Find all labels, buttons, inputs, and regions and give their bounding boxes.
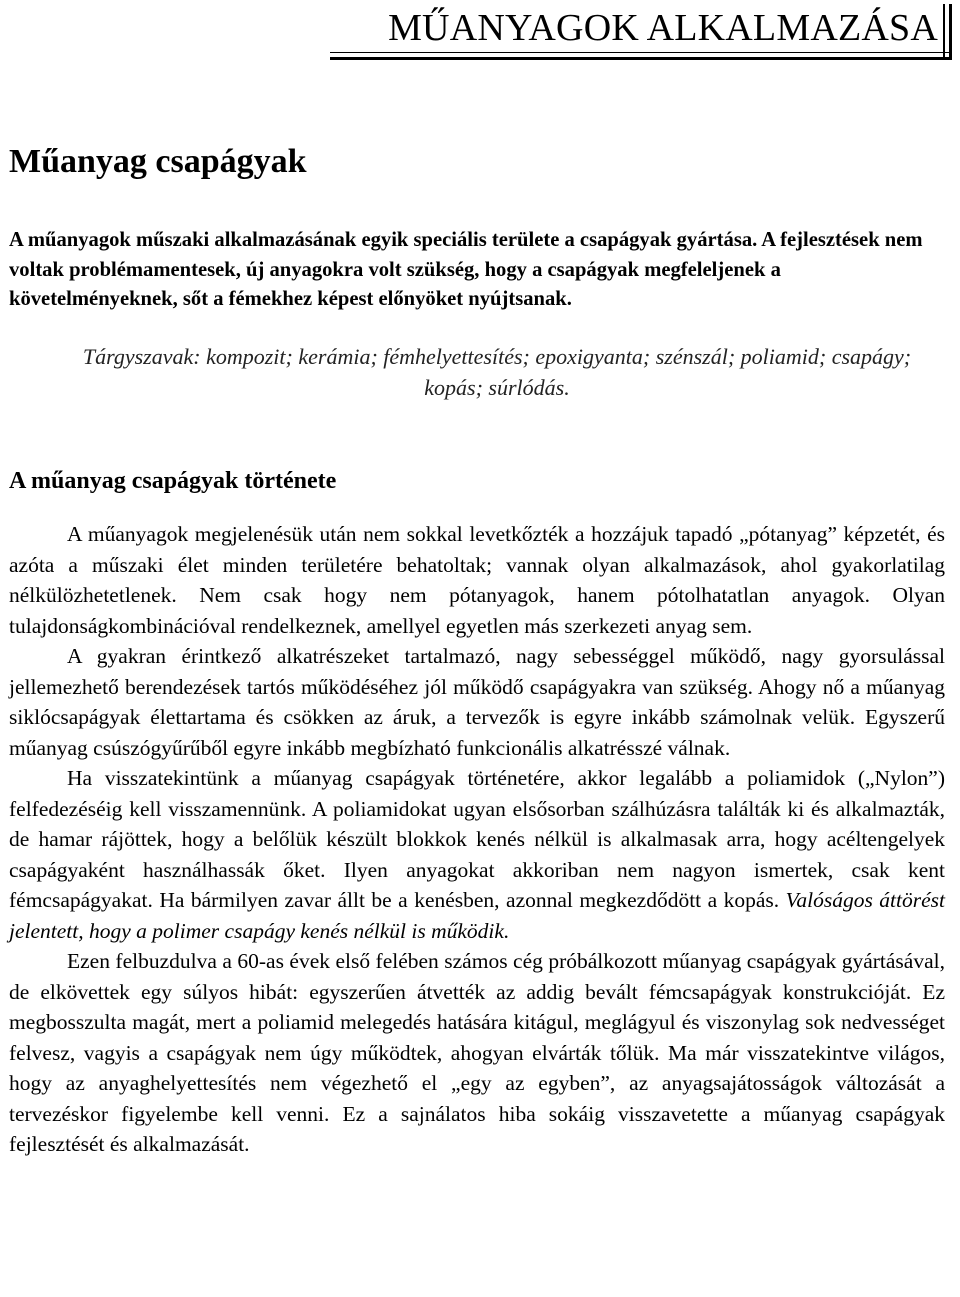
header-rule-thin [330, 52, 952, 53]
body-paragraph-3 [9, 763, 945, 946]
body-paragraph-4: Ezen felbuzdulva a 60-as évek első felében számos cég próbálkozott műanyag csapágyak gyártásával, de elkövettek egy súlyos hibát: egyszerűen átvették az addig bevált fémcsapágyak konstrukcióját. Ez megbosszulta magát, mert a poliamid melegedés hatására kitágul, meglágyul és viszonylag sok nedvességet felvesz, vagyis a csapágyak nem úgy működtek, ahogyan elvárták tőlük. Ma már visszatekintve világos, hogy az anyaghelyettesítés nem végezhető el „egy az egyben”, az anyagsajátosságok változását a tervezéskor figyelembe kell venni. Ez a sajnálatos hiba sokáig visszavetette a műanyag csapágyak fejlesztését és alkalmazását. [9, 949, 945, 1156]
body-paragraph-3-text: Ha visszatekintünk a műanyag csapágyak történetére, akkor legalább a poliamidok („Nylon”) felfedezéséig kell visszamennünk. A poliamidokat ugyan elsősorban szálhúzásra találták ki és alkalmazták, de hamar rájöttek, hogy a belőlük készült blokkok kenés nélkül is alkalmasak arra, hogy acéltengelyek csapágyaként használhassák őket. Ilyen anyagokat akkoriban nem nagyon ismertek, csak kent fémcsapágyakat. Ha bármilyen zavar állt be a kenésben, azonnal megkezdődött a kopás. [9, 766, 945, 912]
running-header-title: MŰANYAGOK ALKALMAZÁSA [388, 7, 938, 49]
body-paragraph-2: A gyakran érintkező alkatrészeket tartalmazó, nagy sebességgel működő, nagy gyorsulással jellemezhető berendezések tartós működéséhez jól működő csapágyakra van szükség. Ahogy nő a műanyag siklócsapágyak élettartama és csökken az áruk, a tervezők is egyre inkább számolnak velük. Egyszerű műanyag csúszógyűrűből egyre inkább megbízható funkcionális alkatrésszé válnak. [9, 644, 945, 760]
body-paragraph-3-emphasis: Valóságos áttörést jelentett, hogy a polimer csapágy kenés nélkül is működik. [9, 888, 945, 943]
section-body [9, 519, 945, 1160]
article-keywords: Tárgyszavak: kompozit; kerámia; fémhelyettesítés; epoxigyanta; szénszál; poliamid; csapágy; kopás; súrlódás. [82, 344, 912, 400]
article-title: Műanyag csapágyak [9, 143, 307, 180]
article-lead: A műanyagok műszaki alkalmazásának egyik speciális területe a csapágyak gyártása. A fejlesztések nem voltak problémamentesek, új anyagokra volt szükség, hogy a csapágyak megfeleljenek a követelményeknek, sőt a fémekhez képest előnyöket nyújtsanak. [9, 229, 923, 310]
header-rule-thick [330, 57, 952, 60]
body-paragraph-1: A műanyagok megjelenésük után nem sokkal levetkőzték a hozzájuk tapadó „pótanyag” képzetét, és azóta a műszaki élet minden területére behatoltak; vannak olyan alkalmazások, ahol gyakorlatilag nélkülözhetetlenek. Nem csak hogy nem pótanyagok, hanem pótolhatatlan anyagok. Olyan tulajdonságkombinációval rendelkeznek, amellyel egyetlen más szerkezeti anyag sem. [9, 522, 945, 638]
section-title: A műanyag csapágyak története [9, 468, 337, 494]
